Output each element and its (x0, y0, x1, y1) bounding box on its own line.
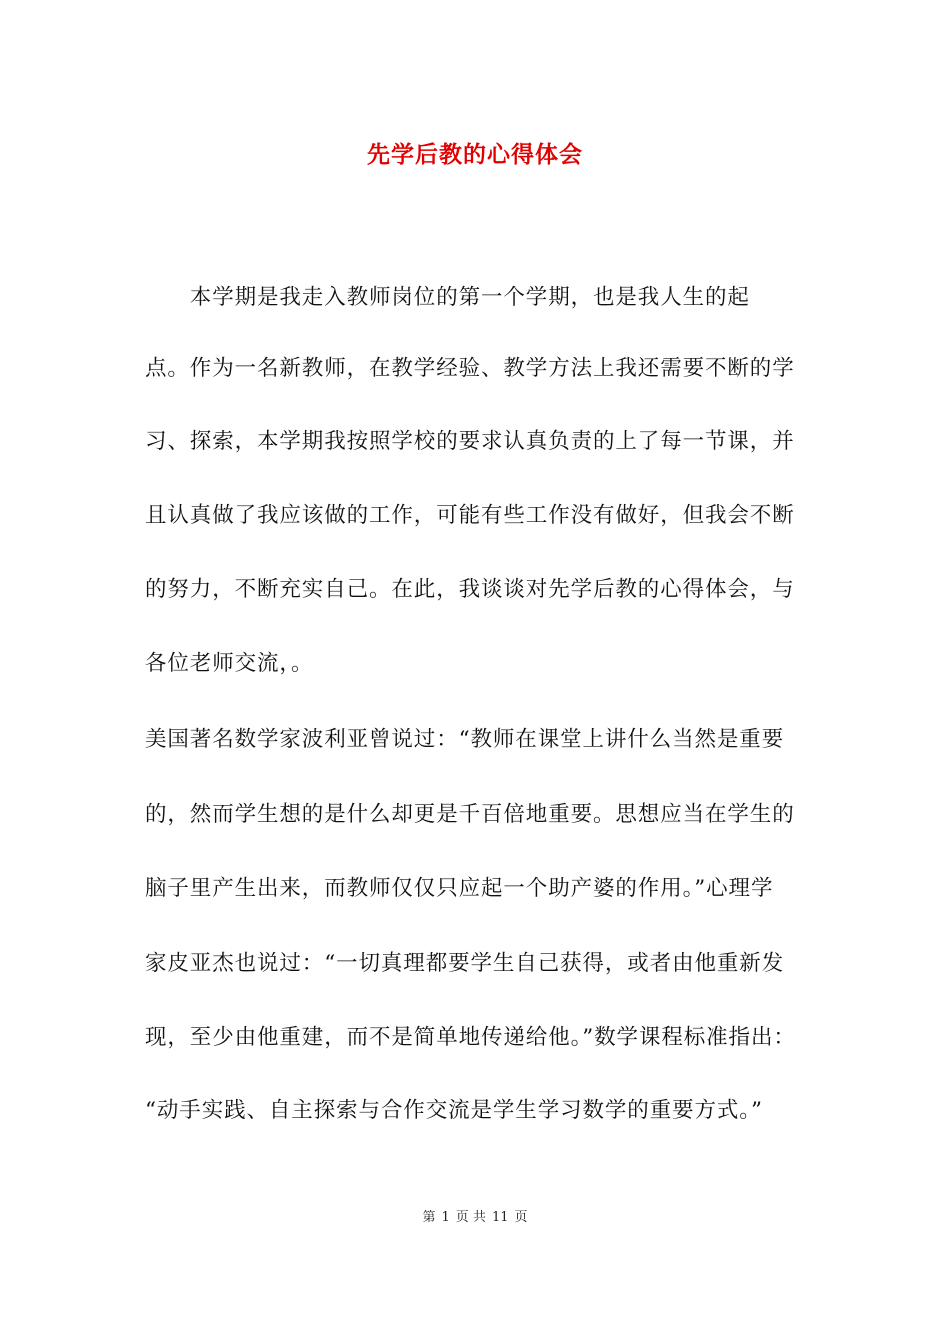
paragraph-line: 各位老师交流，。 (145, 651, 314, 676)
paragraph-line: 现，至少由他重建，而不是简单地传递给他。”数学课程标准指出： (145, 1025, 796, 1050)
paragraph-line: “动手实践、自主探索与合作交流是学生学习数学的重要方式。” (145, 1098, 763, 1123)
paragraph-line: 的努力，不断充实自己。在此，我谈谈对先学后教的心得体会，与 (145, 577, 795, 602)
document-title: 先学后教的心得体会 (367, 141, 583, 168)
footer-suffix: 页 (514, 1210, 528, 1225)
paragraph-line: 美国著名数学家波利亚曾说过：“教师在课堂上讲什么当然是重要 (145, 727, 785, 752)
paragraph-line: 本学期是我走入教师岗位的第一个学期，也是我人生的起 (145, 285, 750, 310)
footer-prefix: 第 (422, 1210, 436, 1225)
paragraph-line: 脑子里产生出来，而教师仅仅只应起一个助产婆的作用。”心理学 (145, 876, 774, 901)
footer-total-pages: 11 (491, 1210, 509, 1225)
paragraph-line: 家皮亚杰也说过：“一切真理都要学生自己获得，或者由他重新发 (145, 951, 785, 976)
paragraph-line: 点。作为一名新教师，在教学经验、教学方法上我还需要不断的学 (145, 356, 795, 381)
page-footer (0, 1208, 950, 1228)
paragraph-line: 且认真做了我应该做的工作，可能有些工作没有做好，但我会不断 (145, 503, 795, 528)
paragraph-line: 习、探索，本学期我按照学校的要求认真负责的上了每一节课，并 (145, 429, 795, 454)
footer-page-number: 1 (441, 1210, 450, 1225)
paragraph-line: 的，然而学生想的是什么却更是千百倍地重要。思想应当在学生的 (145, 802, 795, 827)
footer-middle: 页 共 (455, 1210, 486, 1225)
